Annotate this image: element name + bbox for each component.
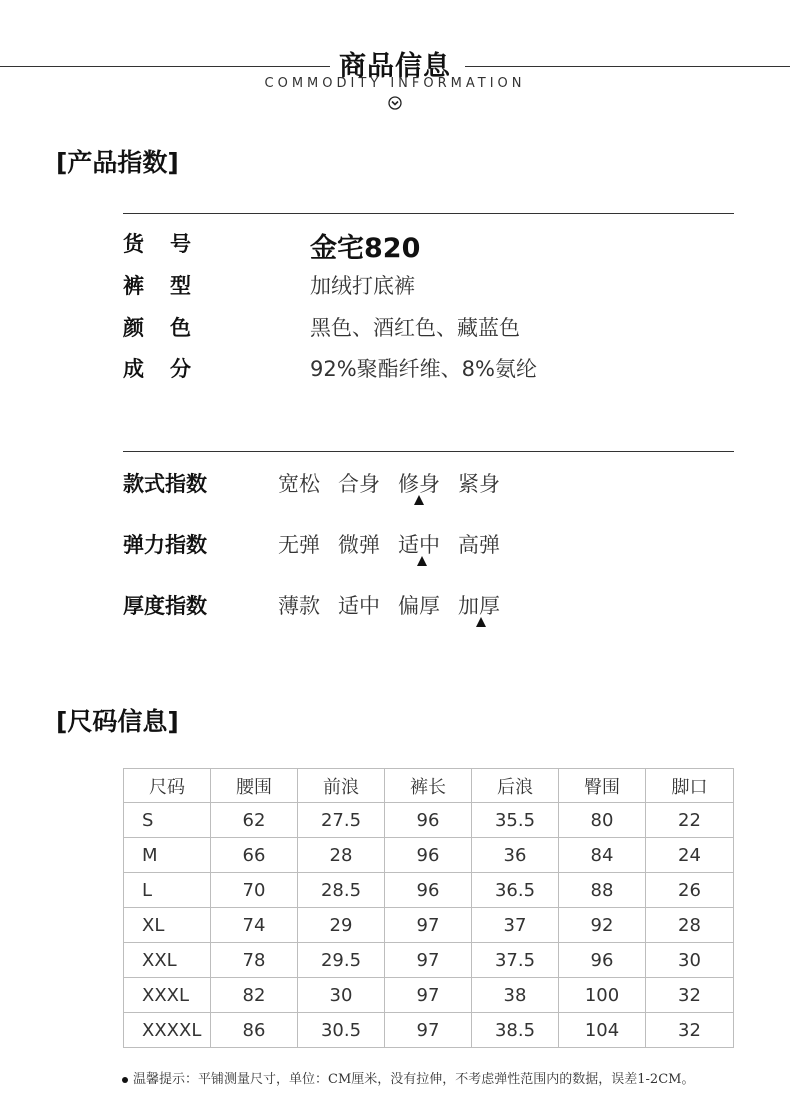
table-row: [124, 1013, 734, 1048]
table-cell: 32: [646, 978, 734, 1013]
divider-top: [123, 213, 734, 214]
value-pants-type: 加绒打底裤: [310, 274, 415, 298]
size-cell: XXXXL: [124, 1013, 211, 1048]
table-row: [124, 838, 734, 873]
size-table-header: [124, 769, 734, 803]
table-cell: 37: [472, 908, 559, 943]
table-cell: 88: [559, 873, 646, 908]
table-cell: 36.5: [472, 873, 559, 908]
size-section-title: [尺码信息]: [56, 707, 179, 736]
table-cell: 86: [211, 1013, 298, 1048]
header-back-rise: 后浪: [472, 769, 559, 803]
header-length: 裤长: [385, 769, 472, 803]
header-waist: 腰围: [211, 769, 298, 803]
elasticity-option-high: 高弹: [458, 533, 500, 557]
thickness-index-label: 厚度指数: [123, 594, 207, 618]
style-index-label: 款式指数: [123, 472, 207, 496]
table-cell: 97: [385, 978, 472, 1013]
size-cell: S: [124, 803, 211, 838]
table-cell: 28: [298, 838, 385, 873]
size-cell: XXXL: [124, 978, 211, 1013]
tip-text: 温馨提示：平铺测量尺寸，单位：CM厘米，没有拉伸，不考虑弹性范围内的数据，误差1-2CM。: [133, 1072, 695, 1087]
label-color: 颜色: [123, 316, 217, 340]
table-cell: 30: [298, 978, 385, 1013]
header-hip: 臀围: [559, 769, 646, 803]
label-composition: 成分: [123, 357, 217, 381]
style-option-regular: 合身: [338, 472, 380, 496]
thickness-option-thick: 加厚: [458, 594, 500, 618]
thickness-option-medium: 适中: [338, 594, 380, 618]
size-cell: L: [124, 873, 211, 908]
table-row: [124, 908, 734, 943]
table-row: [124, 943, 734, 978]
table-cell: 27.5: [298, 803, 385, 838]
table-cell: 100: [559, 978, 646, 1013]
table-cell: 84: [559, 838, 646, 873]
size-cell: XL: [124, 908, 211, 943]
table-cell: 36: [472, 838, 559, 873]
product-section-title: [产品指数]: [56, 148, 179, 177]
header-front-rise: 前浪: [298, 769, 385, 803]
table-cell: 96: [385, 873, 472, 908]
table-cell: 104: [559, 1013, 646, 1048]
size-cell: XXL: [124, 943, 211, 978]
table-cell: 82: [211, 978, 298, 1013]
value-color: 黑色、酒红色、藏蓝色: [310, 316, 520, 340]
elasticity-index-label: 弹力指数: [123, 533, 207, 557]
table-cell: 30.5: [298, 1013, 385, 1048]
thickness-option-thin: 薄款: [278, 594, 320, 618]
table-cell: 38.5: [472, 1013, 559, 1048]
table-cell: 28.5: [298, 873, 385, 908]
table-cell: 32: [646, 1013, 734, 1048]
table-cell: 92: [559, 908, 646, 943]
table-cell: 96: [385, 803, 472, 838]
table-cell: 29: [298, 908, 385, 943]
table-cell: 35.5: [472, 803, 559, 838]
divider-middle: [123, 451, 734, 452]
header-size: 尺码: [124, 769, 211, 803]
table-cell: 38: [472, 978, 559, 1013]
table-row: [124, 803, 734, 838]
page-subtitle: COMMODITY INFORMATION: [264, 76, 526, 91]
measurement-tip: [122, 1068, 694, 1087]
table-cell: 37.5: [472, 943, 559, 978]
value-composition: 92%聚酯纤维、8%氨纶: [310, 357, 537, 381]
table-cell: 70: [211, 873, 298, 908]
table-cell: 96: [385, 838, 472, 873]
table-cell: 22: [646, 803, 734, 838]
table-cell: 96: [559, 943, 646, 978]
style-selected-marker: [414, 495, 424, 505]
elasticity-option-medium: 适中: [398, 533, 440, 557]
chevron-down-circle-icon: [388, 96, 402, 110]
value-item-number: 金宅820: [310, 233, 421, 264]
table-cell: 30: [646, 943, 734, 978]
table-cell: 29.5: [298, 943, 385, 978]
label-pants-type: 裤型: [123, 274, 217, 298]
table-row: [124, 873, 734, 908]
table-cell: 80: [559, 803, 646, 838]
label-item-number: 货号: [123, 232, 217, 256]
table-cell: 74: [211, 908, 298, 943]
page-title: 商品信息: [339, 51, 451, 82]
table-cell: 97: [385, 943, 472, 978]
table-cell: 97: [385, 1013, 472, 1048]
table-cell: 78: [211, 943, 298, 978]
elasticity-selected-marker: [417, 556, 427, 566]
table-row: [124, 978, 734, 1013]
style-option-loose: 宽松: [278, 472, 320, 496]
size-cell: M: [124, 838, 211, 873]
size-table: [123, 768, 734, 1048]
elasticity-option-none: 无弹: [278, 533, 320, 557]
table-cell: 66: [211, 838, 298, 873]
thickness-selected-marker: [476, 617, 486, 627]
elasticity-option-slight: 微弹: [338, 533, 380, 557]
bullet-icon: [122, 1077, 128, 1083]
thickness-option-thicker: 偏厚: [398, 594, 440, 618]
style-option-tight: 紧身: [458, 472, 500, 496]
table-cell: 28: [646, 908, 734, 943]
table-cell: 97: [385, 908, 472, 943]
header-hem: 脚口: [646, 769, 734, 803]
table-cell: 26: [646, 873, 734, 908]
table-cell: 24: [646, 838, 734, 873]
style-option-slim: 修身: [398, 472, 440, 496]
table-cell: 62: [211, 803, 298, 838]
